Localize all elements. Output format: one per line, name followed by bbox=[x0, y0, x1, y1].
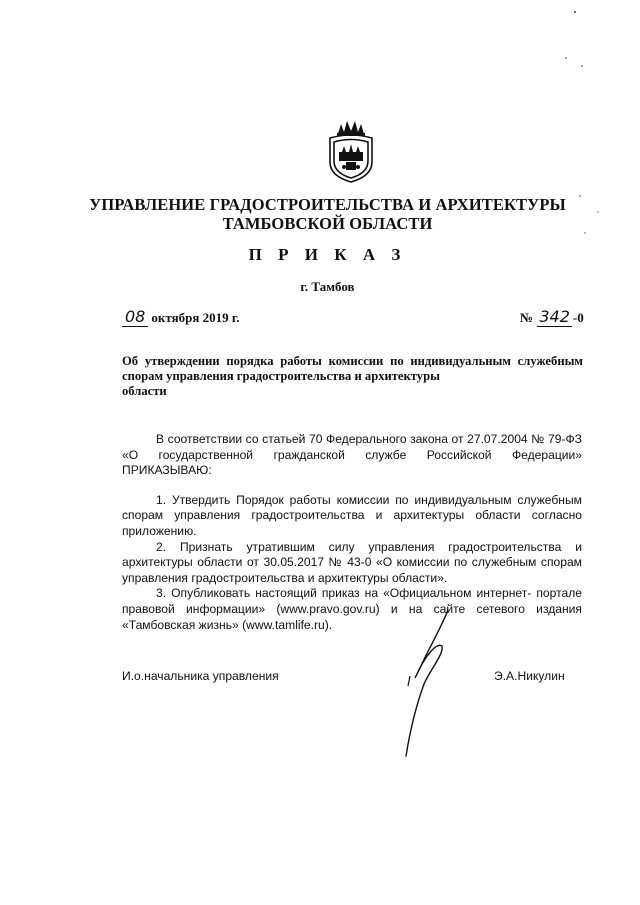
number-handwritten: 342 bbox=[539, 307, 570, 326]
city: г. Тамбов bbox=[300, 279, 355, 294]
subject-line-1: Об утверждении порядка работы комиссии по индивидуальным служебным спорам управления градостроительства и архитектуры bbox=[122, 354, 583, 383]
number-suffix: -0 bbox=[572, 310, 584, 325]
signatory-position: И.о.начальника управления bbox=[122, 669, 279, 683]
order-body bbox=[122, 432, 582, 633]
order-subject bbox=[122, 354, 583, 399]
subject-line-2: области bbox=[122, 384, 167, 398]
preamble: В соответствии со статьей 70 Федерального закона от 27.07.2004 № 79-ФЗ «О государственной гражданской службе Российской Федерации» ПРИКАЗЫВАЮ: bbox=[122, 432, 582, 478]
order-item-3: 3. Опубликовать настоящий приказ на «Официальном интернет- портале правовой информации» (www.pravo.gov.ru) и на сайте сетевого издания «Тамбовская жизнь» (www.tamlife.ru). bbox=[122, 586, 582, 632]
order-item-1: 1. Утвердить Порядок работы комиссии по индивидуальным служебным спорам управления градостроительства и архитектуры области согласно приложению. bbox=[122, 492, 582, 538]
document-number bbox=[520, 307, 584, 327]
organization-title bbox=[40, 195, 615, 233]
organization-line-1: УПРАВЛЕНИЕ ГРАДОСТРОИТЕЛЬСТВА И АРХИТЕКТУРЫ bbox=[89, 195, 566, 214]
document-type: П Р И К А З bbox=[248, 245, 407, 264]
date-month-year: октября 2019 г. bbox=[151, 310, 240, 325]
order-item-2: 2. Признать утратившим силу управления градостроительства и архитектуры области от 30.05.2017 № 43-0 «О комиссии по служебным спорам управления градостроительства и архитектуры области». bbox=[122, 539, 582, 585]
handwritten-signature bbox=[380, 606, 490, 766]
signatory-name: Э.А.Никулин bbox=[494, 669, 565, 683]
date-day-handwritten: 08 bbox=[122, 307, 148, 327]
tambov-coat-of-arms-icon bbox=[324, 118, 378, 184]
document-date bbox=[122, 307, 240, 327]
number-prefix: № bbox=[520, 310, 534, 325]
organization-line-2: ТАМБОВСКОЙ ОБЛАСТИ bbox=[222, 214, 433, 233]
